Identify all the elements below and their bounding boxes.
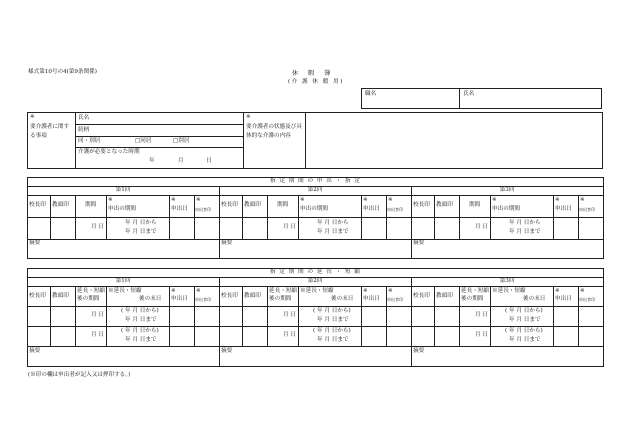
principal-seal-header: 校長印	[29, 202, 46, 208]
end-date-header-2: 後の末日	[523, 296, 546, 302]
care-section-label: 要介護者に関する事項	[30, 124, 70, 139]
extension-round-label: 第2回	[307, 278, 323, 284]
ext-applicant-mark: ※	[196, 288, 201, 294]
principal-seal-header: 校長印	[221, 293, 238, 299]
end-date-header-2: 後の末日	[139, 296, 162, 302]
period-header: 期間	[469, 202, 481, 208]
request-from[interactable]: 年 月 日から	[125, 220, 157, 226]
request-to[interactable]: 年 月 日まで	[509, 229, 541, 235]
head-seal-header: 教頭印	[244, 202, 261, 208]
state-mark: ※	[246, 114, 251, 120]
ext-from[interactable]: ( 年 月 日から)	[505, 308, 543, 314]
period-header: 期間	[277, 202, 289, 208]
ext-to[interactable]: 年 月 日まで	[125, 337, 157, 343]
applicant-seal-header: 申出者印	[195, 207, 211, 212]
request-from[interactable]: 年 月 日から	[509, 220, 541, 226]
ext-to[interactable]: 年 月 日まで	[317, 337, 349, 343]
period-value[interactable]: 月 日	[283, 224, 296, 230]
ext-from[interactable]: ( 年 月 日から)	[121, 308, 159, 314]
name-field[interactable]	[461, 99, 600, 108]
request-date-header: 申出日	[555, 206, 572, 212]
ext-from[interactable]: ( 年 月 日から)	[121, 328, 159, 334]
ext-request-date-header: 申出日	[363, 296, 380, 302]
state-label: 要介護者の状態及び具体的な介護の内容	[246, 124, 302, 139]
ext-request-date-header: 申出日	[171, 296, 188, 302]
page-title: 休 暇 簿	[292, 70, 335, 77]
extension-title: 指 定 期 間 の 延 長 ・ 短 縮	[270, 269, 361, 275]
request-to[interactable]: 年 月 日まで	[317, 229, 349, 235]
job-title-field[interactable]	[363, 99, 457, 108]
ext-applicant-mark: ※	[388, 288, 393, 294]
head-seal-header: 教頭印	[52, 202, 69, 208]
request-mark: ※	[492, 197, 497, 203]
extension-round-label: 第3回	[499, 278, 515, 284]
ext-applicant-mark: ※	[580, 288, 585, 294]
designation-round-label: 第2回	[307, 187, 323, 193]
ext-applicant-seal-header: 申出者印	[387, 297, 403, 302]
ext-period-value[interactable]: 月 日	[475, 332, 488, 338]
ext-to[interactable]: 年 月 日まで	[509, 317, 541, 323]
principal-seal-header: 校長印	[221, 202, 238, 208]
request-mark: ※	[300, 197, 305, 203]
start-year-unit: 年	[149, 158, 155, 164]
ext-request-date-header: 申出日	[555, 296, 572, 302]
care-content-field[interactable]	[307, 114, 601, 167]
start-day-unit: 日	[206, 158, 212, 164]
designation-title: 指 定 期 間 の 申 出 ・ 指 定	[270, 178, 361, 184]
ext-period-value[interactable]: 月 日	[475, 312, 488, 318]
end-date-header-1: ※延長・短縮	[300, 288, 334, 294]
principal-seal-header: 校長印	[29, 293, 46, 299]
period-header: 期間	[85, 202, 97, 208]
after-period-header-2: 後の期間	[77, 296, 100, 302]
designation-remarks: 摘要	[221, 240, 233, 246]
designation-remarks: 摘要	[413, 240, 425, 246]
designation-round-label: 第3回	[499, 187, 515, 193]
ext-request-mark: ※	[363, 288, 368, 294]
head-seal-header: 教頭印	[52, 293, 69, 299]
request-date-header: 申出日	[363, 206, 380, 212]
separate-checkbox[interactable]: □別居	[173, 138, 190, 144]
applicant-seal-mark: ※	[388, 197, 393, 203]
period-value[interactable]: 月 日	[475, 224, 488, 230]
principal-seal-header: 校長印	[413, 202, 430, 208]
end-date-header-2: 後の末日	[331, 296, 354, 302]
form-number: 様式第10号の4(第9条関係)	[28, 69, 97, 75]
name-label: 氏名	[463, 91, 475, 97]
footnote: (※印の欄は申出者が記入又は押印する。)	[28, 372, 131, 378]
cohabit-checkbox[interactable]: □同居	[135, 138, 152, 144]
end-date-header-1: ※延長・短縮	[492, 288, 526, 294]
applicant-seal-mark: ※	[580, 197, 585, 203]
request-date-mark: ※	[555, 197, 560, 203]
request-to[interactable]: 年 月 日まで	[125, 229, 157, 235]
ext-applicant-seal-header: 申出者印	[579, 297, 595, 302]
head-seal-header: 教頭印	[244, 293, 261, 299]
ext-applicant-seal-header: 申出者印	[195, 297, 211, 302]
period-value[interactable]: 月 日	[91, 224, 104, 230]
head-seal-header: 教頭印	[436, 293, 453, 299]
after-period-header-2: 後の期間	[269, 296, 292, 302]
request-date-mark: ※	[363, 197, 368, 203]
ext-from[interactable]: ( 年 月 日から)	[505, 328, 543, 334]
ext-to[interactable]: 年 月 日まで	[125, 317, 157, 323]
ext-from[interactable]: ( 年 月 日から)	[313, 308, 351, 314]
after-period-header-1: 延長・短縮	[269, 288, 297, 294]
designation-remarks: 摘要	[29, 240, 41, 246]
applicant-seal-mark: ※	[196, 197, 201, 203]
request-from[interactable]: 年 月 日から	[317, 220, 349, 226]
after-period-header-2: 後の期間	[461, 296, 484, 302]
request-period-header: 申出の期間	[108, 206, 136, 212]
head-seal-header: 教頭印	[436, 202, 453, 208]
designation-round-label: 第1回	[115, 187, 131, 193]
request-date-mark: ※	[171, 197, 176, 203]
cohabit-label: 同・別居	[78, 138, 101, 144]
applicant-seal-header: 申出者印	[387, 207, 403, 212]
job-title-label: 職名	[365, 91, 377, 97]
after-period-header-1: 延長・短縮	[461, 288, 489, 294]
start-month-unit: 月	[178, 158, 184, 164]
ext-request-mark: ※	[171, 288, 176, 294]
ext-period-value[interactable]: 月 日	[91, 312, 104, 318]
care-mark: ※	[30, 114, 35, 120]
ext-from[interactable]: ( 年 月 日から)	[313, 328, 351, 334]
request-period-header: 申出の期間	[300, 206, 328, 212]
after-period-header-1: 延長・短縮	[77, 288, 105, 294]
request-date-header: 申出日	[171, 206, 188, 212]
ext-request-mark: ※	[555, 288, 560, 294]
ext-period-value[interactable]: 月 日	[283, 312, 296, 318]
end-date-header-1: ※延長・短縮	[108, 288, 142, 294]
ext-to[interactable]: 年 月 日まで	[509, 337, 541, 343]
ext-to[interactable]: 年 月 日まで	[317, 317, 349, 323]
recipient-name-label: 氏名	[78, 115, 90, 121]
applicant-seal-header: 申出者印	[579, 207, 595, 212]
extension-round-label: 第1回	[115, 278, 131, 284]
request-mark: ※	[108, 197, 113, 203]
extension-remarks: 摘要	[221, 348, 233, 354]
page-subtitle: (介 護 休 暇 用)	[288, 79, 344, 85]
care-start-label: 介護が必要となった時期	[78, 149, 140, 155]
extension-remarks: 摘要	[413, 348, 425, 354]
request-period-header: 申出の期間	[492, 206, 520, 212]
ext-period-value[interactable]: 月 日	[283, 332, 296, 338]
principal-seal-header: 校長印	[413, 293, 430, 299]
extension-remarks: 摘要	[29, 348, 41, 354]
ext-period-value[interactable]: 月 日	[91, 332, 104, 338]
relation-label: 続柄	[78, 127, 90, 133]
